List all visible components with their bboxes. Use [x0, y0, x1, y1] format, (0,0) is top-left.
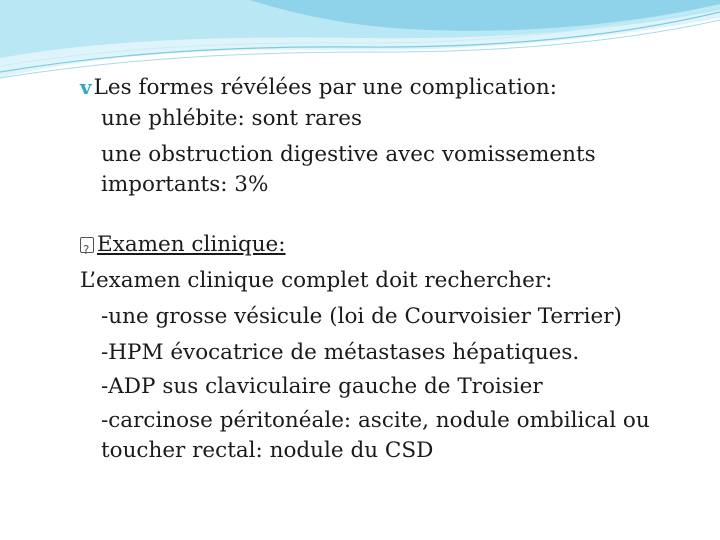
section-heading-line: [80, 230, 286, 260]
intro-text: L’examen clinique complet doit rechercher:: [80, 268, 553, 293]
section-heading: Examen clinique:: [97, 232, 286, 257]
diamond-bullet-icon: v: [80, 75, 92, 99]
list-item: -carcinose péritonéale: ascite, nodule ombilical ou: [101, 408, 650, 433]
list-item: -une grosse vésicule (loi de Courvoisier Terrier): [101, 304, 622, 329]
text-line: une phlébite: sont rares: [101, 106, 362, 131]
text-line: importants: 3%: [101, 172, 269, 197]
bullet-line-1: [80, 72, 557, 103]
list-item: -ADP sus claviculaire gauche de Troisier: [101, 374, 543, 399]
missing-glyph-icon: [80, 237, 94, 253]
text-line: une obstruction digestive avec vomissements: [101, 142, 596, 167]
text-line: Les formes révélées par une complication:: [93, 75, 557, 100]
list-item: -HPM évocatrice de métastases hépatiques.: [101, 340, 580, 365]
list-item: toucher rectal: nodule du CSD: [101, 438, 434, 463]
